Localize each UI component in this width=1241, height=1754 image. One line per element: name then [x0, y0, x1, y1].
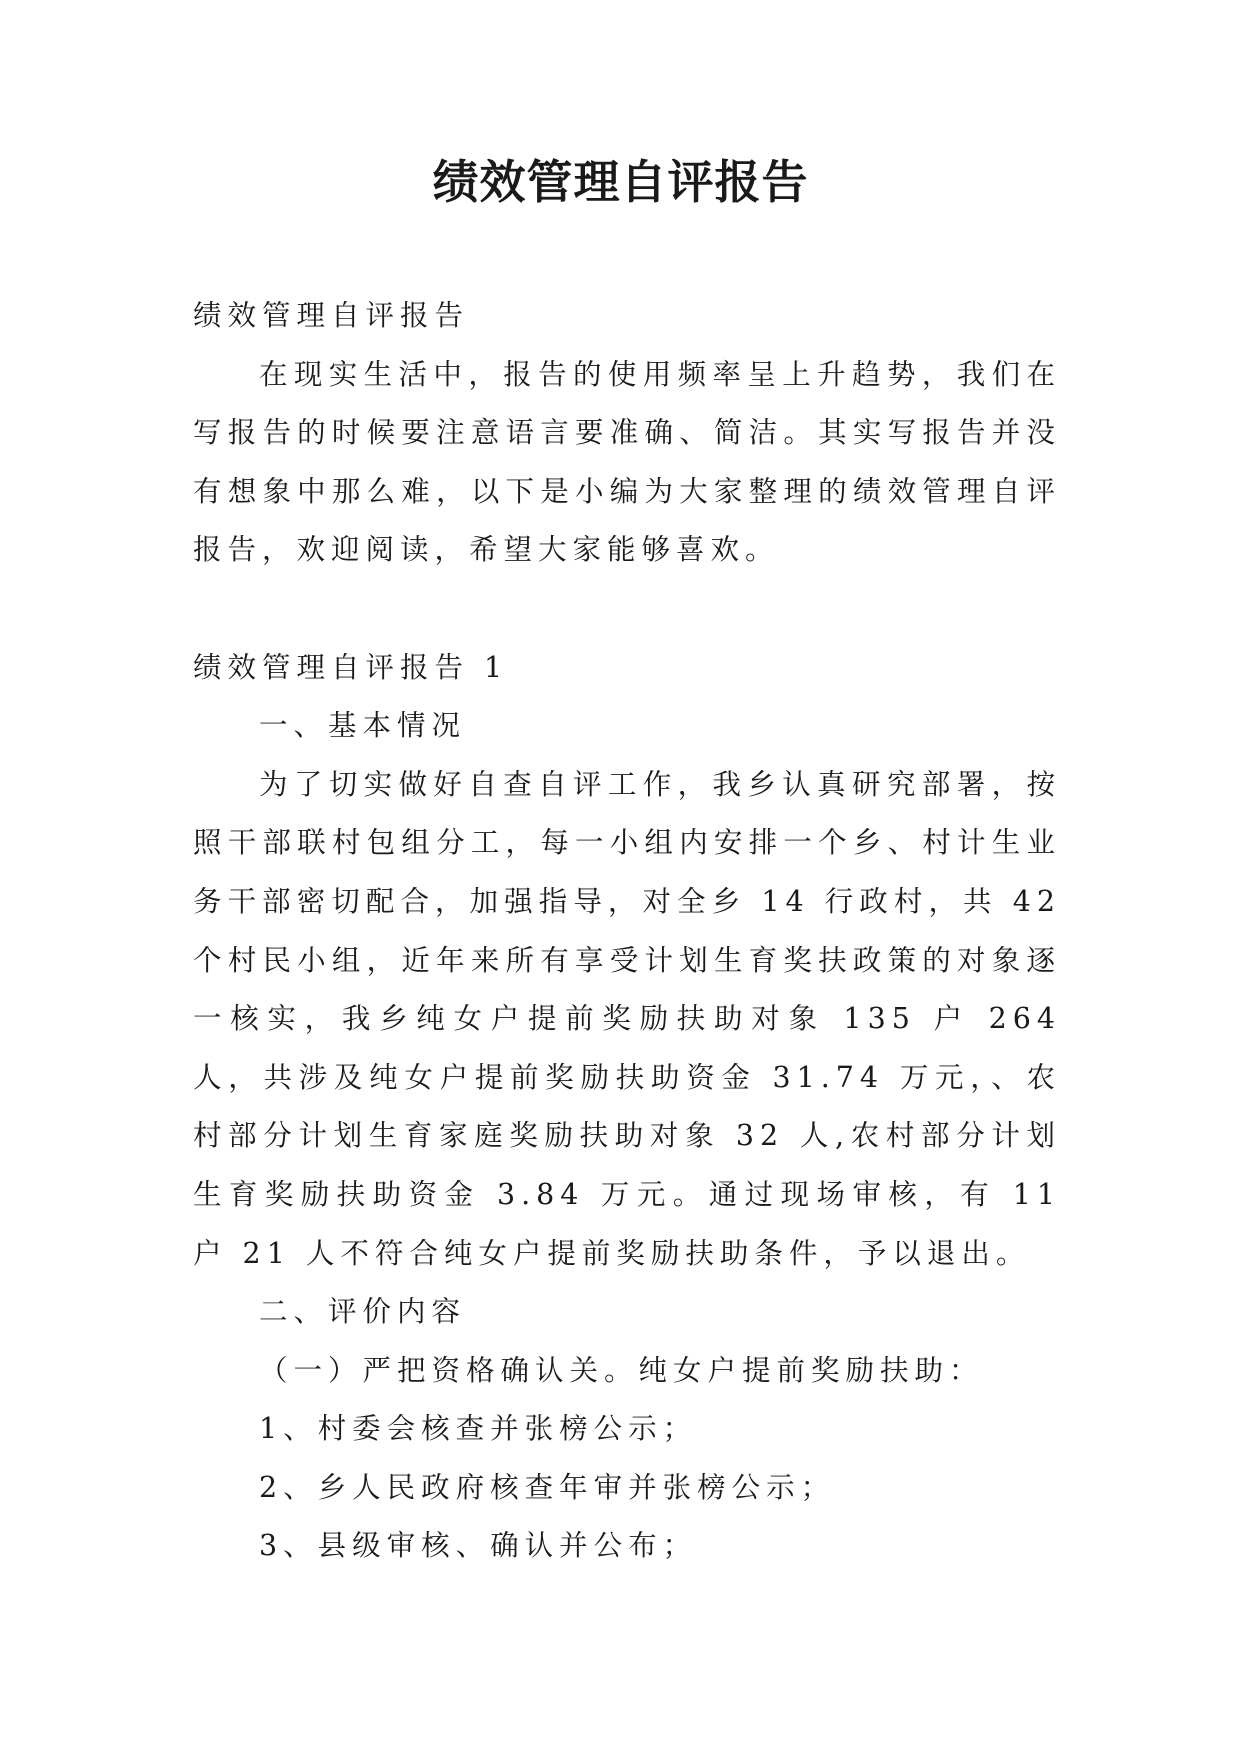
basic-situation-paragraph: 为了切实做好自查自评工作，我乡认真研究部署，按照干部联村包组分工，每一小组内安排一个乡、村计生业务干部密切配合，加强指导，对全乡 14 行政村，共 42 个村民小组，近年来所有享受计划生育奖扶政策的对象逐一核实，我乡纯女户提前奖励扶助对象 135 户 264 人，共涉及纯女户提前奖励扶助资金 31.74 万元，、农村部分计划生育家庭奖励扶助对象 32 人,农村部分计划生育奖励扶助资金 3.84 万元。通过现场审核，有 11 户 21 人不符合纯女户提前奖励扶助条件，予以退出。 — [193, 767, 1061, 1270]
document-title: 绩效管理自评报告 — [432, 155, 809, 209]
evaluation-content-heading: 二、评价内容 — [259, 1295, 467, 1329]
basic-situation-heading: 一、基本情况 — [259, 709, 467, 743]
intro-paragraph: 在现实生活中，报告的使用频率呈上升趋势，我们在写报告的时候要注意语言要准确、简洁。其实写报告并没有想象中那么难，以下是小编为大家整理的绩效管理自评报告，欢迎阅读，希望大家能够喜欢。 — [193, 357, 1061, 567]
report-1-heading: 绩效管理自评报告 1 — [193, 650, 509, 684]
document-body — [193, 287, 1061, 1576]
qualification-subheading: （一）严把资格确认关。纯女户提前奖励扶助： — [259, 1353, 984, 1387]
section-heading: 绩效管理自评报告 — [193, 299, 470, 332]
list-item: 1、村委会核查并张榜公示； — [259, 1412, 698, 1446]
list-item: 3、县级审核、确认并公布； — [259, 1529, 698, 1563]
list-item: 2、乡人民政府核查年审并张榜公示； — [259, 1470, 836, 1504]
